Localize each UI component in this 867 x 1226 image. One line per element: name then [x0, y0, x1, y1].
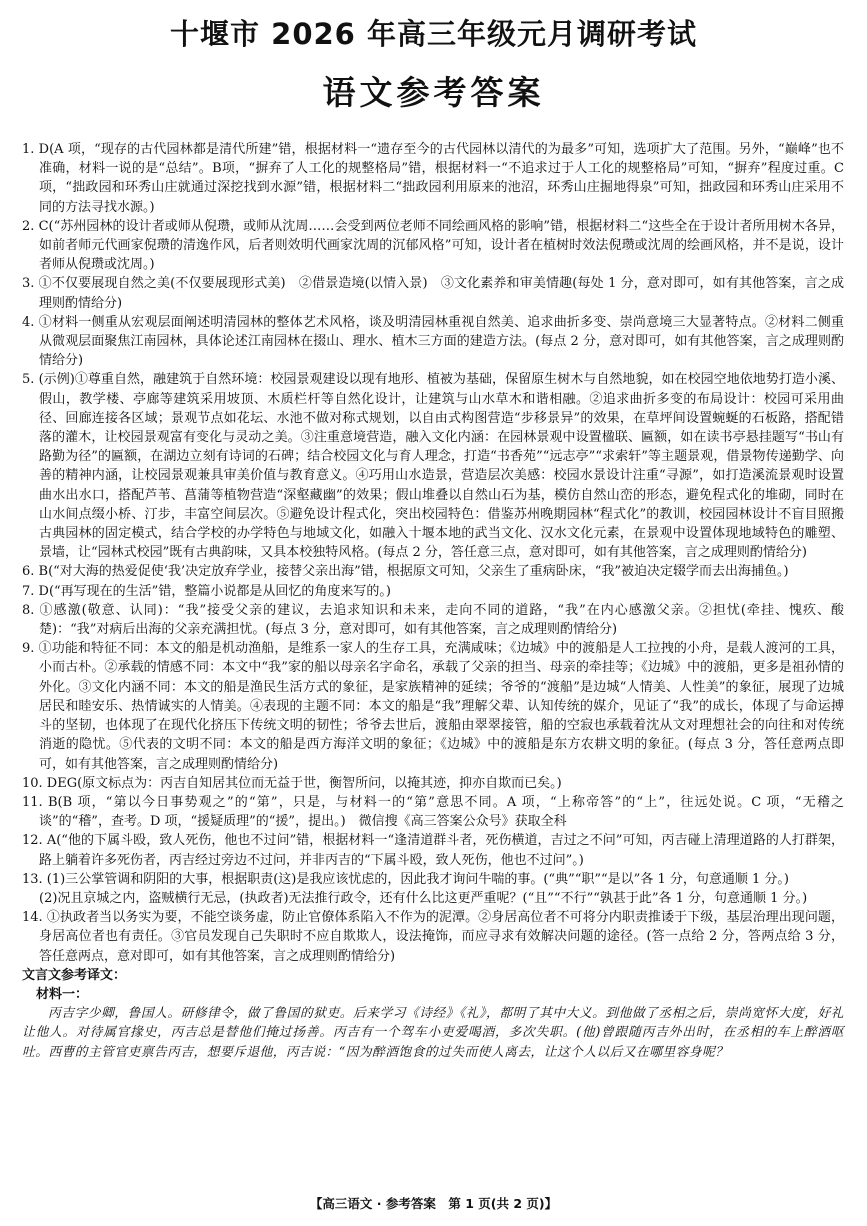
answer-item-2: 2. C(“苏州园林的设计者或师从倪瓒，或师从沈周……会受到两位老师不同绘画风格的影响”错，根据材料二“这些全在于设计者所用树木各异，如前者师元代画家倪瓒的清逸作风，后者则效明代画家沈周的沉郁风格”可知，设计者在植树时效法倪瓒或沈周的绘画风格，并不是说，设计者师从倪瓒或沈周。): [22, 218, 844, 273]
answer-item-10: 10. DEG(原文标点为：丙吉自知居其位而无益于世，衡智所问，以掩其迹，抑亦自欺而已矣。): [22, 775, 562, 791]
answer-item-9: 9. ①功能和特征不同：本文的船是机动渔船，是维系一家人的生存工具，充满咸味；《边城》中的渡船是人工拉拽的小舟，是载人渡河的工具，小而古朴。②承载的情感不同：本文中“我”家的船以母亲名字命名，承载了父亲的担当、母亲的牵挂等；《边城》中的渡船，更多是祖孙情的外化。③文化内涵不同：本文的船是渔民生活方式的象征，是家族精神的延续；爷爷的“渡船”是边城“人情美、人性美”的象征，展现了边城居民和睦安乐、热情诚实的人情美。④表现的主题不同：本文的船是“我”理解父辈、认知传统的媒介，见证了“我”的成长，体现了与命运搏斗的坚韧，也体现了在现代化挤压下传统文明的韧性；爷爷去世后，渡船由翠翠接管，船的空寂也承载着沈从文对理想社会的向往和对传统消逝的隐忧。⑤代表的文明不同：本文的船是西方海洋文明的象征；《边城》中的渡船是东方农耕文明的象征。(每点 3 分，答任意两点即可，如有其他答案，言之成理则酌情给分): [22, 641, 844, 772]
answer-item-4: 4. ①材料一侧重从宏观层面阐述明清园林的整体艺术风格，谈及明清园林重视自然美、追求曲折多变、崇尚意境三大显著特点。②材料二侧重从微观层面聚焦江南园林，具体论述江南园林在掇山、理水、植木三方面的建造方法。(每点 2 分，意对即可，如有其他答案，言之成理则酌情给分): [22, 314, 844, 369]
exam-title: 十堰市 2026 年高三年级元月调研考试: [170, 17, 697, 51]
answer-item-13-part-2: (2)况且京城之内，盗贼横行无忌，(执政者)无法推行政令，还有什么比这更严重呢？(“且”“不行”“孰甚于此”各 1 分，句意通顺 1 分。): [39, 890, 808, 906]
page-footer: 【高三语文 · 参考答案 第 1 页(共 2 页)】: [309, 1196, 558, 1211]
answer-item-11: 11. B(B 项，“第以今日事势观之”的“第”，只是，与材料一的“第”意思不同。A 项，“上称帝答”的“上”，往远处说。C 项，“无稽之谈”的“稽”，查考。D 项，“援疑质理”的“援”，提出。) 微信搜《高三答案公众号》获取全科: [22, 794, 844, 830]
material-one-label: 材料一：: [36, 986, 89, 1002]
translation-paragraph: 丙吉字少卿，鲁国人。研修律令，做了鲁国的狱吏。后来学习《诗经》《礼》，都明了其中大义。到他做了丞相之后，崇尚宽怀大度，好礼让他人。对待属官掾史，丙吉总是替他们掩过扬善。丙吉有一个驾车小吏爱喝酒，多次失职。(他)曾跟随丙吉外出时，在丞相的车上醉酒呕吐。西曹的主管官吏禀告丙吉，想要斥退他，丙吉说：“因为醉酒饱食的过失而使人离去，让这个人以后又在哪里容身呢？: [22, 1006, 844, 1060]
answer-item-13-part-1: 13. (1)三公掌管调和阴阳的大事，根据职责(这)是我应该忧虑的，因此我才询问牛喘的事。(“典”“职”“是以”各 1 分，句意通顺 1 分。): [22, 871, 789, 887]
answer-item-5: 5. (示例)①尊重自然，融建筑于自然环境：校园景观建设以现有地形、植被为基础，保留原生树木与自然地貌，如在校园空地依地势打造小溪、假山，教学楼、亭廊等建筑采用坡顶、木质栏杆等自然化设计，让建筑与山水草木和谐相融。②追求曲折多变的布局设计：校园可采用曲径、回廊连接各区域；景观节点如花坛、水池不做对称式规划，以自由式构图营造“步移景异”的效果，在草坪间设置蜿蜒的石板路，搭配错落的灌木，让校园景观富有变化与灵动之美。③注重意境营造，融入文化内涵：在园林景观中设置楹联、匾额，如在读书亭悬挂题写“书山有路勤为径”的匾额，在湖边立刻有诗词的石碑；结合校园文化与育人理念，打造“书香苑”“远志亭”“求索轩”等主题景观，借景物传递勤学、向善的精神内涵，让校园景观兼具审美价值与教育意义。④巧用山水造景，营造层次美感：校园水景设计注重“寻源”，如打造溪流景观时设置曲水出水口，搭配芦苇、菖蒲等植物营造“深壑藏幽”的效果；假山堆叠以自然山石为基，模仿自然山峦的形态，避免程式化的堆砌，同时在山水间点缀小桥、汀步，丰富空间层次。⑤避免设计程式化，突出校园特色：借鉴苏州晚期园林“程式化”的教训，校园园林设计不盲目照搬古典园林的固定模式，结合学校的办学特色与地域文化，如融入十堰本地的武当文化、汉水文化元素，在景观中设置体现地域特色的雕塑、景墙，让“园林式校园”既有古典韵味，又具本校独特风格。(每点 2 分，答任意三点，意对即可，如有其他答案，言之成理则酌情给分): [22, 372, 844, 561]
answer-item-14: 14. ①执政者当以务实为要，不能空谈务虚，防止官僚体系陷入不作为的泥潭。②身居高位者不可将分内职责推诿于下级，基层治理出现问题，身居高位者也有责任。③官员发现自己失职时不应自欺欺人，设法掩饰，而应寻求有效解决问题的途径。(答一点给 2 分，答两点给 3 分，答任意两点，意对即可，如有其他答案，言之成理则酌情给分): [22, 910, 844, 964]
answer-content: [22, 140, 844, 1062]
answer-item-12: 12. A(“他的下属斗殴，致人死伤，他也不过问”错，根据材料一“逢清道群斗者，死伤横道，吉过之不问”可知，丙吉碰上清理道路的人打群架，路上躺着许多死伤者，丙吉经过旁边不过问，并非丙吉的“下属斗殴，致人死伤，他也不过问”。): [22, 833, 844, 868]
translation-heading: 文言文参考译文：: [22, 967, 127, 983]
answer-item-7: 7. D(“再写现在的生活”错，整篇小说都是从回忆的角度来写的。): [22, 583, 391, 599]
answer-item-1: 1. D(A 项，“现存的古代园林都是清代所建”错，根据材料一“遗存至今的古代园林以清代的为最多”可知，选项扩大了范围。另外，“巅峰”也不准确，材料一说的是“总结”。B项，“摒弃了人工化的规整格局”错，根据材料一“不追求过于人工化的规整格局”可知，“摒弃”程度过重。C 项，“拙政园和环秀山庄就通过深挖找到水源”错，根据材料二“拙政园利用原来的池沼，环秀山庄掘地得泉”可知，拙政园和环秀山庄采用不同的方法寻找水源。): [22, 142, 844, 215]
answer-key-title: 语文参考答案: [322, 73, 545, 112]
answer-item-6: 6. B(“对大海的热爱促使‘我’决定放弃学业，接替父亲出海”错，根据原文可知，父亲生了重病卧床，“我”被迫决定辍学而去出海捕鱼。): [22, 564, 789, 580]
answer-item-3: 3. ①不仅要展现自然之美(不仅要展现形式美) ②借景造境(以情入景) ③文化素养和审美情趣(每处 1 分，意对即可，如有其他答案，言之成理则酌情给分): [22, 276, 844, 311]
answer-item-8: 8. ①感激(敬意、认同)：“我”接受父亲的建议，去追求知识和未来，走向不同的道路，“我”在内心感激父亲。②担忧(牵挂、愧疚、酸楚)：“我”对病后出海的父亲充满担忧。(每点 3 分，意对即可，如有其他答案，言之成理则酌情给分): [22, 602, 844, 638]
